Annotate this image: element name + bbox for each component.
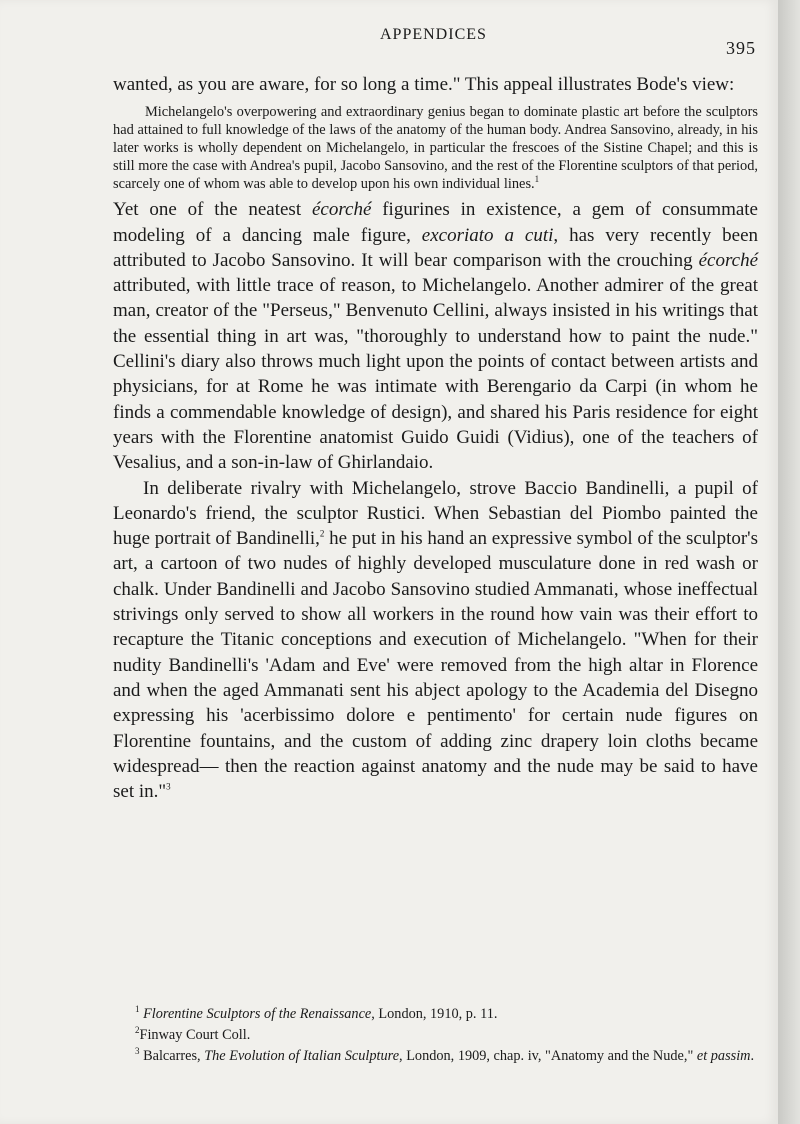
running-title: APPENDICES: [380, 26, 487, 43]
paragraph-2: Yet one of the neatest écorché figurines in existence, a gem of consummate modeling of a dancing male figure, excoriato a cuti, has very recently been attributed to Jacobo Sansovino. It will bear comparison with the crouching écorché attributed, with little trace of reason, to Michelangelo. Another admirer of the great man, creator of the "Perseus," Benvenuto Cellini, always insisted in his writings that the essential thing in art was, "thoroughly to understand how to paint the nude." Cellini's diary also throws much light upon the points of contact between artists and physicians, for at Rome he was intimate with Berengario da Carpi (in whom he finds a commendable knowledge of design), and shared his Paris residence for eight years with the Florentine anatomist Guido Guidi (Vidius), one of the teachers of Vesalius, and a son-in-law of Ghirlandaio.: [113, 199, 759, 474]
main-text: [113, 72, 758, 804]
block-quote: [113, 103, 758, 193]
paragraph-1: wanted, as you are aware, for so long a time." This appeal illustrates Bode's view:: [113, 74, 735, 95]
paragraph-3: In deliberate rivalry with Michelangelo, strove Baccio Bandinelli, a pupil of Leonardo's friend, the sculptor Rustici. When Sebastian del Piombo painted the huge portrait of Bandinelli,$^2$ he put in his hand an expressive symbol of the sculptor's art, a cartoon of two nudes of highly developed musculature done in red wash or chalk. Under Bandinelli and Jacobo Sansovino studied Ammanati, whose ineffectual strivings only served to show all workers in the round how vain was their effort to recapture the Titanic conceptions and execution of Michelangelo. "When for their nudity Bandinelli's 'Adam and Eve' were removed from the high altar in Florence and when the aged Ammanati sent his abject apology to the Academia del Disegno expressing his 'acerbissimo dolore e pentimento' for certain nude figures on Florentine fountains, and the custom of adding zinc drapery loin cloths became widespread— then the reaction against anatomy and the nude may be said to have set in."$^3$: [113, 477, 758, 803]
footnote-ref-1[interactable]: 1: [534, 174, 540, 185]
footnote-2: $^2$Finway Court Coll.: [135, 1025, 251, 1043]
footnote-3: $^3$ Balcarres, The Evolution of Italian Sculpture, London, 1909, chap. iv, "Anatomy and the Nude," et passim.: [135, 1046, 755, 1064]
page-edge-shadow: [778, 0, 800, 1124]
footnote-ref-2[interactable]: 2: [319, 528, 325, 539]
quote-text: Michelangelo's overpowering and extraordinary genius began to dominate plastic art before the sculptors had attained to full knowledge of the laws of the anatomy of the human body. Andrea Sansovino, already, in his later works is wholly dependent on Michelangelo, in particular the frescoes of the Sistine Chapel; and this is still more the case with Andrea's pupil, Jacobo Sansovino, and the rest of the Florentine sculptors of that period, scarcely one of whom was able to develop upon his own individual lines.$^1$: [113, 104, 758, 193]
footnotes: [113, 1005, 758, 1068]
footnote-1: $^1$ Florentine Sculptors of the Renaissance, London, 1910, p. 11.: [135, 1004, 498, 1022]
footnote-ref-3[interactable]: 3: [166, 781, 171, 792]
page-number: 395: [726, 38, 756, 58]
